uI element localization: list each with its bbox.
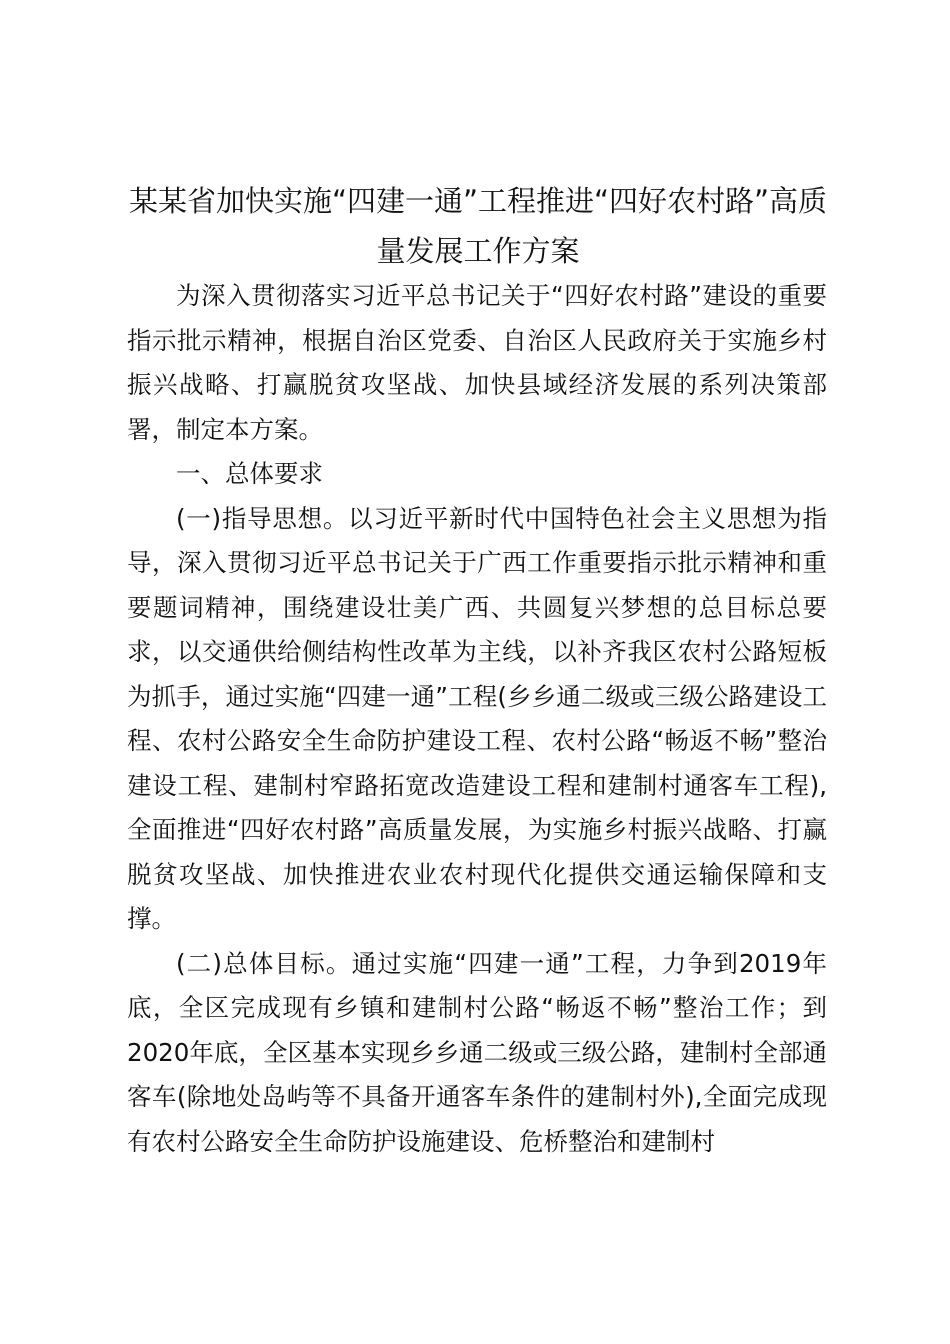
overall-goal-paragraph: (二)总体目标。通过实施“四建一通”工程，力争到2019年底，全区完成现有乡镇和建制村公路“畅返不畅”整治工作；到2020年底，全区基本实现乡乡通二级或三级公路，建制村全部通客车(除地处岛屿等不具备开通客车条件的建制村外),全面完成现有农村公路安全生命防护设施建设、危桥整治和建制村: [127, 948, 827, 1156]
document-body: [127, 274, 827, 1164]
guiding-ideology-paragraph: (一)指导思想。以习近平新时代中国特色社会主义思想为指导，深入贯彻习近平总书记关于广西工作重要指示批示精神和重要题词精神，围绕建设壮美广西、共圆复兴梦想的总目标总要求，以交通供给侧结构性改革为主线，以补齐我区农村公路短板为抓手，通过实施“四建一通”工程(乡乡通二级或三级公路建设工程、农村公路安全生命防护建设工程、农村公路“畅返不畅”整治建设工程、建制村窄路拓宽改造建设工程和建制村通客车工程),全面推进“四好农村路”高质量发展，为实施乡村振兴战略、打赢脱贫攻坚战、加快推进农业农村现代化提供交通运输保障和支撑。: [127, 503, 827, 933]
intro-paragraph: 为深入贯彻落实习近平总书记关于“四好农村路”建设的重要指示批示精神，根据自治区党委、自治区人民政府关于实施乡村振兴战略、打赢脱贫攻坚战、加快县域经济发展的系列决策部署，制定本方案。: [127, 281, 827, 444]
document-title: 某某省加快实施“四建一通”工程推进“四好农村路”高质量发展工作方案: [128, 184, 828, 268]
section-heading: 一、总体要求: [176, 459, 323, 488]
